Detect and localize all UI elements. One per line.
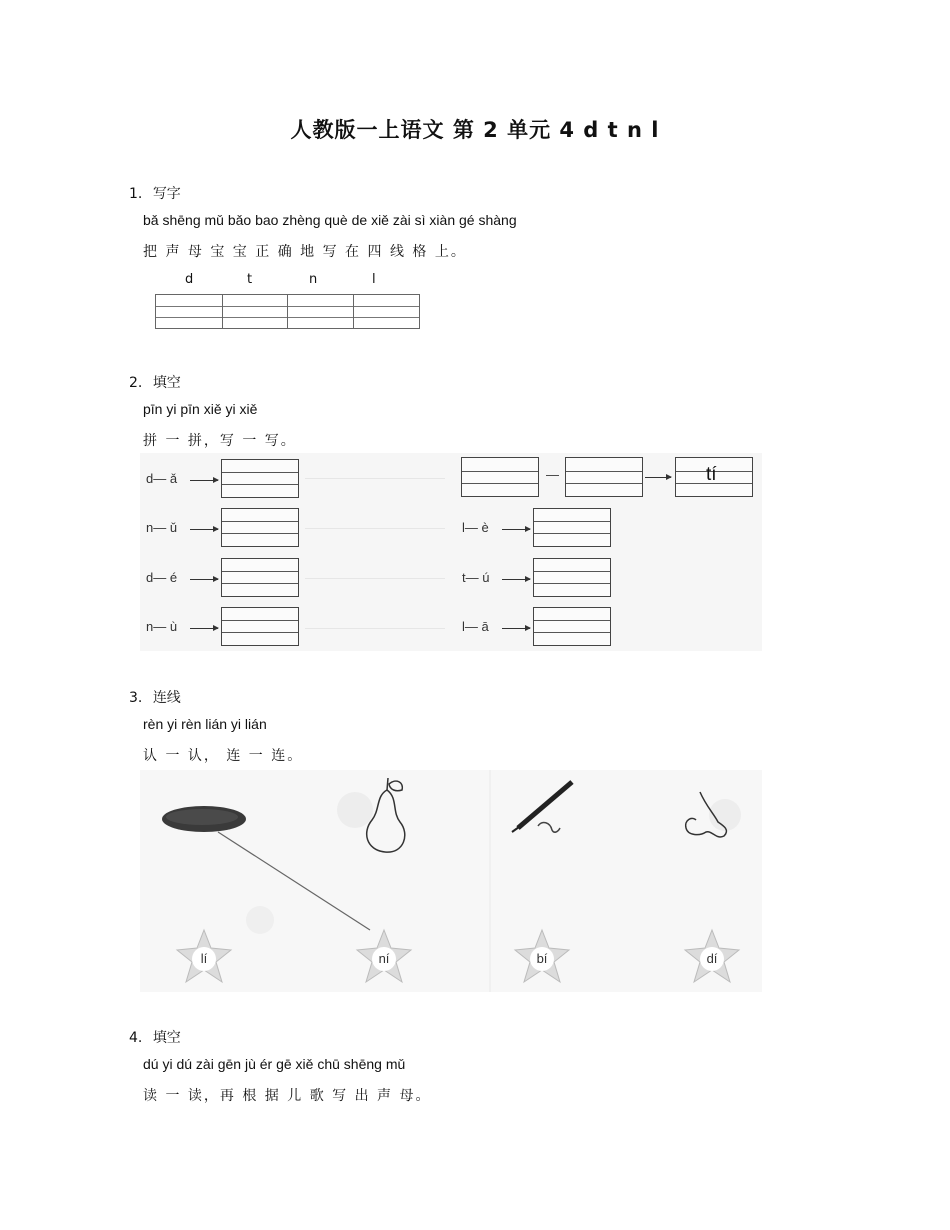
question-1-header xyxy=(129,183,181,203)
question-2-hanzi: 拼 一 拼，写 一 写。 xyxy=(143,433,297,449)
matching-exercise xyxy=(140,770,762,992)
initial-d: d xyxy=(185,272,194,287)
question-4-label: 填空 xyxy=(152,1030,181,1046)
question-3-number: 3. xyxy=(129,690,143,706)
arrow-icon xyxy=(502,628,530,629)
four-line-grid[interactable] xyxy=(155,294,420,329)
answer-box[interactable] xyxy=(221,607,299,646)
question-3-label: 连线 xyxy=(152,690,181,706)
spelling-exercise xyxy=(140,453,762,651)
star-label-bi: bí xyxy=(536,951,548,966)
initial-t: t xyxy=(247,272,253,287)
question-4-number: 4. xyxy=(129,1030,143,1046)
star-label-ni: ní xyxy=(378,951,390,966)
initial-l: l xyxy=(372,272,376,287)
answer-box[interactable] xyxy=(221,508,299,547)
question-1-pinyin: bǎ shēng mǔ bǎo bao zhèng què de xiě zài sì xiàn gé shàng xyxy=(143,212,517,228)
answer-box[interactable] xyxy=(221,459,299,498)
arrow-icon xyxy=(190,628,218,629)
example-dash: — xyxy=(546,467,559,482)
question-3-header xyxy=(129,687,181,707)
answer-box[interactable] xyxy=(533,558,611,597)
page-title: 人教版一上语文 第 2 单元 4 d t n l xyxy=(290,118,660,142)
syllable-l-e: l— è xyxy=(462,520,489,535)
question-3-pinyin: rèn yi rèn lián yi lián xyxy=(143,716,267,732)
question-2-header xyxy=(129,372,181,392)
example-answer: tí xyxy=(706,464,717,485)
question-4-hanzi: 读 一 读，再 根 据 儿 歌 写 出 声 母。 xyxy=(143,1088,432,1104)
question-2-label: 填空 xyxy=(152,375,181,391)
syllable-n-u4: n— ù xyxy=(146,619,178,634)
arrow-icon xyxy=(502,579,530,580)
star-label-di: dí xyxy=(706,951,718,966)
answer-box[interactable] xyxy=(221,558,299,597)
mud-image xyxy=(162,806,246,832)
example-answer-box xyxy=(675,457,753,497)
question-1-number: 1. xyxy=(129,186,143,202)
syllable-l-a: l— ā xyxy=(462,619,489,634)
question-2-pinyin: pīn yi pīn xiě yi xiě xyxy=(143,401,258,417)
arrow-icon xyxy=(645,477,671,478)
question-4-header xyxy=(129,1027,181,1047)
star-label-li: lí xyxy=(200,951,208,966)
arrow-icon xyxy=(190,529,218,530)
syllable-d-e: d— é xyxy=(146,570,178,585)
answer-box[interactable] xyxy=(533,607,611,646)
example-box-2[interactable] xyxy=(565,457,643,497)
question-4-pinyin: dú yi dú zài gēn jù ér gē xiě chū shēng mǔ xyxy=(143,1056,406,1072)
syllable-n-u3: n— ǔ xyxy=(146,520,178,535)
arrow-icon xyxy=(502,529,530,530)
answer-box[interactable] xyxy=(533,508,611,547)
question-3-hanzi: 认 一 认， 连 一 连。 xyxy=(143,748,304,764)
syllable-d-a: d— ǎ xyxy=(146,471,178,486)
syllable-t-u: t— ú xyxy=(462,570,490,585)
initial-n: n xyxy=(309,272,318,287)
question-1-label: 写字 xyxy=(152,186,181,202)
question-1-hanzi: 把 声 母 宝 宝 正 确 地 写 在 四 线 格 上。 xyxy=(143,244,467,260)
question-2-number: 2. xyxy=(129,375,143,391)
arrow-icon xyxy=(190,579,218,580)
arrow-icon xyxy=(190,480,218,481)
example-box-1[interactable] xyxy=(461,457,539,497)
